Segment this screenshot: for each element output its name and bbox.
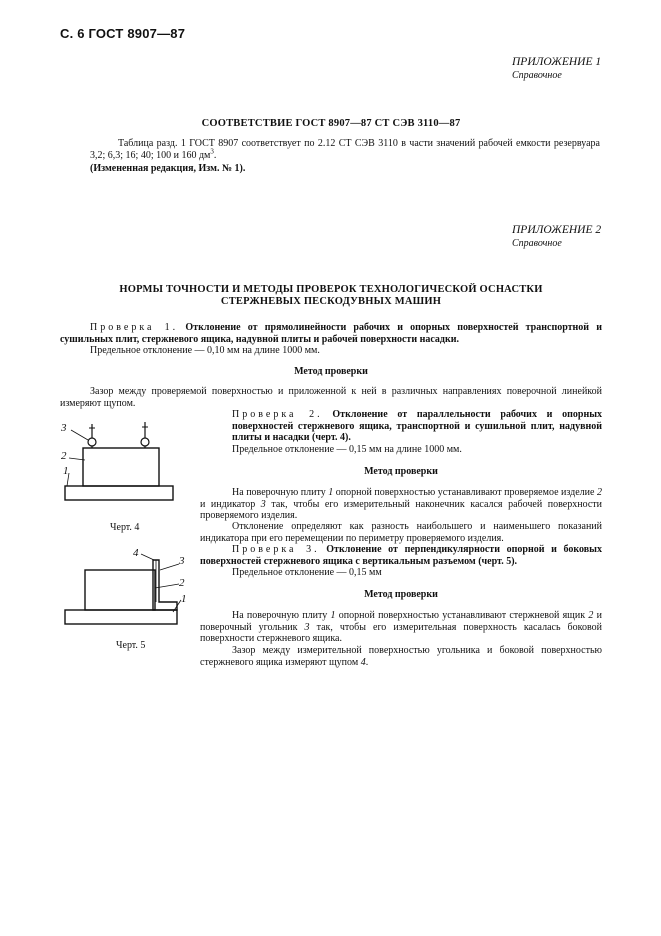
fig5-label-1: 1: [181, 593, 187, 605]
surface-plate: [65, 486, 173, 500]
check-3-title: Отклонение от перпендикулярности опорной и боковых поверхностей стержневого ящика с вертикальным разъемом (черт. 5).: [200, 544, 602, 567]
check-1-title: Отклонение от прямолинейности рабочих и опорных поверхностей транспортной и сушильных плит, стержневого ящика, надувной плиты и рабочей поверхности насадки.: [60, 322, 603, 345]
ref-1: 1: [328, 487, 334, 498]
check-2-word: Проверка 2.: [232, 409, 323, 420]
tested-part: [83, 448, 159, 486]
text-run: и индикатор: [200, 498, 261, 510]
check-2-limit: Предельное отклонение — 0,15 мм на длине 1000 мм.: [232, 444, 462, 455]
figure-4-diagram: [55, 414, 185, 508]
fig5-label-2: 2: [179, 577, 185, 589]
check-2-method-p2: Отклонение определяют как разность наибольшего и наименьшего показаний индикатора при его перемещении по периметру проверяемого изделия.: [200, 521, 602, 544]
figure-5-diagram: [55, 548, 195, 628]
check-3-limit: Предельное отклонение — 0,15 мм: [232, 567, 382, 578]
text-run: и поверочный угольник: [200, 610, 602, 633]
figure-4-caption: Черт. 4: [110, 522, 140, 533]
ref-1: 1: [330, 610, 336, 621]
check-3-method-title: Метод проверки: [364, 589, 438, 600]
appendix-1-title: ПРИЛОЖЕНИЕ 1: [512, 56, 602, 68]
check-1-method-title: Метод проверки: [294, 366, 368, 377]
check-3-method-p2: [200, 645, 602, 668]
fig4-label-2: 2: [61, 450, 67, 462]
page-header: С. 6 ГОСТ 8907—87: [60, 26, 186, 41]
check-2-title: Отклонение от параллельности рабочих и опорных поверхностей стержневого ящика, транспортной и сушильной плит, надувной плиты и насадки (черт. 4).: [232, 409, 603, 443]
ref-2: 2: [588, 610, 594, 621]
section-1-text-body: Таблица разд. 1 ГОСТ 8907 соответствует по 2.12 СТ СЭВ 3110 в части значений рабочей емкости резервуара 3,2; 6,3; 16; 40; 100 и 160 дм: [90, 138, 600, 161]
core-box: [85, 570, 155, 610]
appendix-2-label: [512, 224, 601, 250]
check-2-heading: [232, 409, 602, 444]
section-1-text-end: .: [213, 149, 217, 161]
indicator-dial: [88, 438, 96, 446]
check-2-method-p1: [200, 487, 602, 522]
ref-3: 3: [260, 498, 266, 510]
section-2-title-line1: НОРМЫ ТОЧНОСТИ И МЕТОДЫ ПРОВЕРОК ТЕХНОЛОГИЧЕСКОЙ ОСНАСТКИ: [119, 284, 543, 295]
text-run: опорной поверхностью устанавливают проверяемое изделие: [333, 487, 597, 498]
text-run: Зазор между измерительной поверхностью угольника и боковой поверхностью стержневого ящика измеряют щупом: [200, 645, 602, 668]
check-3-method-p1: [200, 610, 602, 645]
text-run: так, чтобы его измерительная поверхность касалась боковой поверхности стержневого ящика.: [200, 621, 602, 644]
check-1-method: Зазор между проверяемой поверхностью и приложенной к ней в различных направлениях поверочной линейкой измеряют щупом.: [60, 386, 602, 409]
section-2-title: [60, 284, 602, 308]
text-run: опорной поверхностью устанавливают стержневой ящик: [335, 610, 589, 621]
appendix-2-title: ПРИЛОЖЕНИЕ 2: [512, 224, 602, 236]
fig4-label-3: 3: [61, 422, 67, 434]
surface-plate: [65, 610, 177, 624]
check-2-method-title: Метод проверки: [364, 466, 438, 477]
appendix-2-type: Справочное: [512, 238, 562, 249]
check-1-limit: Предельное отклонение — 0,10 мм на длине 1000 мм.: [90, 345, 320, 356]
ref-4: 4: [360, 656, 366, 668]
ref-3: 3: [304, 621, 310, 633]
appendix-1-label: [512, 56, 601, 82]
fig5-label-3: 3: [179, 555, 185, 567]
figure-5-caption: Черт. 5: [116, 640, 146, 651]
section-1-edition-note: (Измененная редакция, Изм. № 1).: [90, 163, 246, 174]
appendix-1-type: Справочное: [512, 70, 562, 81]
check-1-word: Проверка 1.: [90, 322, 179, 333]
section-1-title: СООТВЕТСТВИЕ ГОСТ 8907—87 СТ СЭВ 3110—87: [201, 118, 461, 129]
text-run: .: [365, 656, 369, 668]
fig5-label-4: 4: [133, 548, 139, 559]
check-1-heading: [60, 322, 602, 345]
text-run: так, чтобы его измерительный наконечник касался рабочей поверхности проверяемого изделия.: [200, 498, 602, 521]
section-2-title-line2: СТЕРЖНЕВЫХ ПЕСКОДУВНЫХ МАШИН: [220, 296, 442, 307]
section-1-text: [90, 138, 600, 161]
text-run: На поверочную плиту: [232, 487, 329, 498]
check-3-word: Проверка 3.: [232, 544, 320, 555]
fig4-label-1: 1: [63, 465, 69, 477]
text-run: На поверочную плиту: [232, 610, 331, 621]
ref-2: 2: [597, 487, 602, 498]
check-3-heading: [200, 544, 602, 567]
unit-superscript: 3: [210, 147, 214, 156]
